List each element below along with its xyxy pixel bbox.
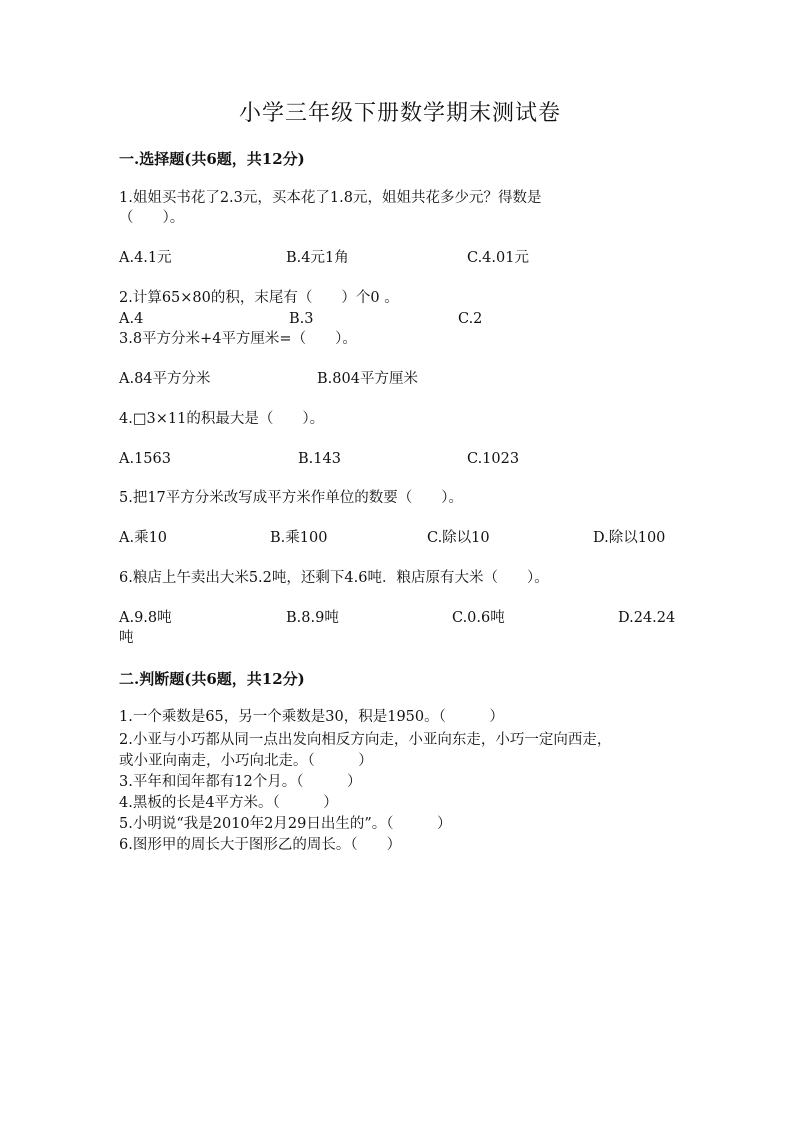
question-1-text: 1.姐姐买书花了2.3元，买本花了1.8元，姐姐共花多少元？得数是 — [119, 190, 542, 206]
question-6-text: 6.粮店上午卖出大米5.2吨，还剩下4.6吨．粮店原有大米（ ）。 — [119, 570, 549, 586]
question-6-option-c: C.0.6吨 — [452, 610, 505, 626]
question-2-option-a: A.4 — [119, 311, 144, 327]
question-1-option-c: C.4.01元 — [467, 250, 529, 266]
question-4-option-b: B.143 — [298, 451, 341, 467]
judgement-5: 5.小明说“我是2010年2月29日出生的”。（ ） — [119, 816, 452, 832]
question-2-option-b: B.3 — [289, 311, 314, 327]
section-heading-choice: 一.选择题(共6题，共12分) — [119, 150, 305, 168]
question-6-option-d-wrap: 吨 — [119, 630, 134, 646]
question-5-option-d: D.除以100 — [593, 530, 666, 546]
question-3-option-a: A.84平方分米 — [119, 371, 211, 387]
question-6-option-a: A.9.8吨 — [119, 610, 172, 626]
judgement-4: 4.黑板的长是4平方米。（ ） — [119, 795, 338, 811]
question-6-option-d: D.24.24 — [618, 610, 676, 626]
question-5-text: 5.把17平方分米改写成平方米作单位的数要（ ）。 — [119, 490, 464, 506]
judgement-6: 6.图形甲的周长大于图形乙的周长。（ ） — [119, 837, 402, 853]
question-4-option-a: A.1563 — [119, 451, 171, 467]
question-3-option-b: B.804平方厘米 — [317, 371, 418, 387]
question-1-blank: （ ）。 — [119, 210, 185, 226]
question-2-text: 2.计算65×80的积，末尾有（ ）个0 。 — [119, 290, 399, 306]
question-1-option-a: A.4.1元 — [119, 250, 172, 266]
question-3-text: 3.8平方分米+4平方厘米=（ ）。 — [119, 331, 357, 347]
question-4-option-c: C.1023 — [467, 451, 520, 467]
judgement-2-line-1: 2.小亚与小巧都从同一点出发向相反方向走，小亚向东走，小巧一定向西走， — [119, 732, 612, 748]
question-1-option-b: B.4元1角 — [286, 250, 349, 266]
question-6-option-b: B.8.9吨 — [286, 610, 339, 626]
page-title: 小学三年级下册数学期末测试卷 — [238, 101, 561, 126]
judgement-1: 1.一个乘数是65，另一个乘数是30，积是1950。（ ） — [119, 709, 504, 725]
question-2-option-c: C.2 — [458, 311, 483, 327]
question-5-option-b: B.乘100 — [270, 530, 328, 546]
judgement-2-line-2: 或小亚向南走，小巧向北走。（ ） — [119, 753, 373, 769]
question-4-text: 4.□3×11的积最大是（ ）。 — [119, 411, 325, 427]
question-5-option-c: C.除以10 — [427, 530, 490, 546]
judgement-3: 3.平年和闰年都有12个月。（ ） — [119, 774, 362, 790]
question-5-option-a: A.乘10 — [119, 530, 168, 546]
section-heading-judgement: 二.判断题(共6题，共12分) — [119, 670, 305, 688]
